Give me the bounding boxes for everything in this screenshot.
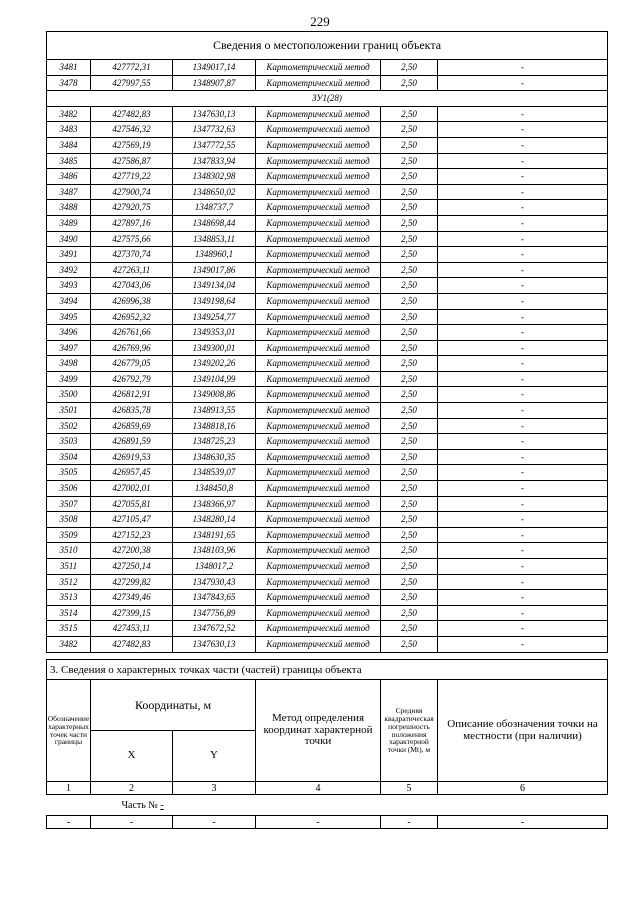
cell-n: 3487 — [47, 184, 91, 200]
cell-method: Картометрический метод — [256, 481, 381, 497]
table-row — [47, 387, 608, 403]
cell-y: 1348913,55 — [173, 403, 256, 419]
cell-desc: - — [438, 325, 608, 341]
table-row — [47, 496, 608, 512]
cell-x: 427586,87 — [91, 153, 173, 169]
cell-method: Картометрический метод — [256, 590, 381, 606]
cell-y: 1349254,77 — [173, 309, 256, 325]
cell-y: 1349134,04 — [173, 278, 256, 294]
cell-desc: - — [438, 605, 608, 621]
cell-method: Картометрический метод — [256, 247, 381, 263]
cell-method: Картометрический метод — [256, 215, 381, 231]
table-row — [47, 543, 608, 559]
cell-desc: - — [438, 481, 608, 497]
cell-desc: - — [438, 340, 608, 356]
cell-n: 3484 — [47, 137, 91, 153]
page-number: 229 — [310, 14, 330, 29]
col-num-5: 5 — [381, 782, 438, 795]
cell-acc: 2,50 — [381, 434, 438, 450]
col-coordinates: Координаты, м — [91, 680, 256, 731]
empty-cell: - — [91, 816, 173, 829]
cell-n: 3493 — [47, 278, 91, 294]
cell-y: 1347630,13 — [173, 636, 256, 652]
cell-acc: 2,50 — [381, 106, 438, 122]
cell-y: 1348960,1 — [173, 247, 256, 263]
cell-n: 3488 — [47, 200, 91, 216]
cell-n: 3510 — [47, 543, 91, 559]
table-row — [47, 418, 608, 434]
cell-n: 3497 — [47, 340, 91, 356]
boundary-table — [46, 31, 608, 653]
cell-y: 1349017,86 — [173, 262, 256, 278]
cell-y: 1349017,14 — [173, 60, 256, 76]
cell-acc: 2,50 — [381, 184, 438, 200]
cell-y: 1347756,89 — [173, 605, 256, 621]
cell-desc: - — [438, 184, 608, 200]
table-row — [47, 137, 608, 153]
cell-desc: - — [438, 262, 608, 278]
cell-y: 1349104,99 — [173, 371, 256, 387]
cell-method: Картометрический метод — [256, 574, 381, 590]
cell-method: Картометрический метод — [256, 434, 381, 450]
cell-n: 3512 — [47, 574, 91, 590]
table-row — [47, 434, 608, 450]
cell-n: 3503 — [47, 434, 91, 450]
cell-desc: - — [438, 215, 608, 231]
cell-n: 3513 — [47, 590, 91, 606]
cell-y: 1349008,86 — [173, 387, 256, 403]
cell-y: 1349353,01 — [173, 325, 256, 341]
cell-x: 427250,14 — [91, 559, 173, 575]
cell-n: 3486 — [47, 169, 91, 185]
cell-acc: 2,50 — [381, 247, 438, 263]
cell-desc: - — [438, 169, 608, 185]
cell-y: 1348017,2 — [173, 559, 256, 575]
cell-acc: 2,50 — [381, 574, 438, 590]
cell-x: 427920,75 — [91, 200, 173, 216]
cell-x: 427349,46 — [91, 590, 173, 606]
cell-y: 1348191,65 — [173, 527, 256, 543]
table-row — [47, 371, 608, 387]
cell-x: 426957,45 — [91, 465, 173, 481]
table-row — [47, 527, 608, 543]
cell-acc: 2,50 — [381, 122, 438, 138]
cell-y: 1349202,26 — [173, 356, 256, 372]
cell-desc: - — [438, 574, 608, 590]
cell-acc: 2,50 — [381, 418, 438, 434]
cell-acc: 2,50 — [381, 496, 438, 512]
col-accuracy: Средняя квадратическая погрешность положения характерной точки (Mt), м — [381, 680, 438, 782]
cell-desc: - — [438, 590, 608, 606]
table-row — [47, 293, 608, 309]
cell-n: 3494 — [47, 293, 91, 309]
cell-desc: - — [438, 621, 608, 637]
table-row — [47, 184, 608, 200]
cell-y: 1348366,97 — [173, 496, 256, 512]
cell-n: 3492 — [47, 262, 91, 278]
cell-acc: 2,50 — [381, 559, 438, 575]
table-row — [47, 106, 608, 122]
cell-method: Картометрический метод — [256, 449, 381, 465]
cell-desc: - — [438, 122, 608, 138]
cell-x: 427399,15 — [91, 605, 173, 621]
cell-n: 3509 — [47, 527, 91, 543]
cell-acc: 2,50 — [381, 449, 438, 465]
cell-desc: - — [438, 465, 608, 481]
cell-acc: 2,50 — [381, 636, 438, 652]
cell-acc: 2,50 — [381, 605, 438, 621]
cell-acc: 2,50 — [381, 169, 438, 185]
cell-desc: - — [438, 434, 608, 450]
cell-desc: - — [438, 247, 608, 263]
table-row — [47, 278, 608, 294]
table-row — [47, 200, 608, 216]
cell-method: Картометрический метод — [256, 621, 381, 637]
cell-x: 426859,69 — [91, 418, 173, 434]
cell-desc: - — [438, 387, 608, 403]
cell-x: 427043,06 — [91, 278, 173, 294]
cell-y: 1347630,13 — [173, 106, 256, 122]
cell-acc: 2,50 — [381, 200, 438, 216]
cell-x: 426812,91 — [91, 387, 173, 403]
cell-acc: 2,50 — [381, 278, 438, 294]
cell-acc: 2,50 — [381, 527, 438, 543]
cell-desc: - — [438, 403, 608, 419]
col-y: Y — [173, 731, 256, 782]
cell-method: Картометрический метод — [256, 465, 381, 481]
cell-n: 3500 — [47, 387, 91, 403]
table-row — [47, 247, 608, 263]
cell-acc: 2,50 — [381, 387, 438, 403]
cell-x: 426761,66 — [91, 325, 173, 341]
table-row — [47, 403, 608, 419]
cell-n: 3499 — [47, 371, 91, 387]
cell-acc: 2,50 — [381, 153, 438, 169]
cell-desc: - — [438, 418, 608, 434]
cell-acc: 2,50 — [381, 340, 438, 356]
cell-y: 1347930,43 — [173, 574, 256, 590]
empty-cell: - — [381, 816, 438, 829]
cell-acc: 2,50 — [381, 403, 438, 419]
cell-n: 3515 — [47, 621, 91, 637]
col-num-1: 1 — [47, 782, 91, 795]
cell-method: Картометрический метод — [256, 60, 381, 76]
cell-method: Картометрический метод — [256, 325, 381, 341]
cell-method: Картометрический метод — [256, 387, 381, 403]
cell-n: 3489 — [47, 215, 91, 231]
cell-y: 1348907,87 — [173, 75, 256, 91]
table-row — [47, 309, 608, 325]
table-row — [47, 605, 608, 621]
cell-y: 1347843,65 — [173, 590, 256, 606]
cell-desc: - — [438, 60, 608, 76]
cell-desc: - — [438, 153, 608, 169]
cell-y: 1347833,94 — [173, 153, 256, 169]
cell-y: 1349198,64 — [173, 293, 256, 309]
cell-x: 426952,32 — [91, 309, 173, 325]
cell-desc: - — [438, 449, 608, 465]
cell-x: 427152,23 — [91, 527, 173, 543]
cell-acc: 2,50 — [381, 512, 438, 528]
cell-method: Картометрический метод — [256, 169, 381, 185]
part-value: - — [160, 799, 164, 811]
cell-y: 1348450,8 — [173, 481, 256, 497]
table-row — [47, 262, 608, 278]
table-row — [47, 122, 608, 138]
col-method: Метод определения координат характерной точки — [256, 680, 381, 782]
cell-x: 427105,47 — [91, 512, 173, 528]
table-row — [47, 153, 608, 169]
table-row — [47, 590, 608, 606]
cell-desc: - — [438, 106, 608, 122]
cell-acc: 2,50 — [381, 60, 438, 76]
cell-method: Картометрический метод — [256, 543, 381, 559]
cell-desc: - — [438, 278, 608, 294]
part-label-row — [47, 795, 608, 816]
cell-method: Картометрический метод — [256, 278, 381, 294]
cell-x: 427897,16 — [91, 215, 173, 231]
cell-y: 1348302,98 — [173, 169, 256, 185]
cell-n: 3482 — [47, 106, 91, 122]
cell-n: 3498 — [47, 356, 91, 372]
cell-y: 1348539,07 — [173, 465, 256, 481]
table-row — [47, 60, 608, 76]
cell-method: Картометрический метод — [256, 200, 381, 216]
cell-acc: 2,50 — [381, 215, 438, 231]
cell-method: Картометрический метод — [256, 605, 381, 621]
empty-cell: - — [256, 816, 381, 829]
table-row — [47, 340, 608, 356]
table-row — [47, 621, 608, 637]
cell-n: 3496 — [47, 325, 91, 341]
cell-desc: - — [438, 200, 608, 216]
cell-x: 427370,74 — [91, 247, 173, 263]
cell-acc: 2,50 — [381, 356, 438, 372]
table-row — [47, 449, 608, 465]
cell-x: 426835,78 — [91, 403, 173, 419]
cell-method: Картометрический метод — [256, 371, 381, 387]
cell-x: 427263,11 — [91, 262, 173, 278]
cell-x: 427482,83 — [91, 636, 173, 652]
cell-y: 1348853,11 — [173, 231, 256, 247]
col-x: X — [91, 731, 173, 782]
cell-x: 427299,82 — [91, 574, 173, 590]
empty-cell: - — [438, 816, 608, 829]
cell-desc: - — [438, 543, 608, 559]
empty-cell: - — [173, 816, 256, 829]
table-row — [47, 574, 608, 590]
cell-x: 427575,66 — [91, 231, 173, 247]
cell-method: Картометрический метод — [256, 636, 381, 652]
cell-desc: - — [438, 559, 608, 575]
cell-desc: - — [438, 371, 608, 387]
table-row — [47, 325, 608, 341]
cell-method: Картометрический метод — [256, 356, 381, 372]
cell-n: 3511 — [47, 559, 91, 575]
cell-y: 1348103,96 — [173, 543, 256, 559]
cell-x: 427002,01 — [91, 481, 173, 497]
cell-acc: 2,50 — [381, 75, 438, 91]
part-label: Часть № — [121, 799, 158, 811]
cell-acc: 2,50 — [381, 543, 438, 559]
cell-y: 1348725,23 — [173, 434, 256, 450]
cell-n: 3483 — [47, 122, 91, 138]
cell-x: 426919,53 — [91, 449, 173, 465]
cell-x: 427719,22 — [91, 169, 173, 185]
table-row — [47, 356, 608, 372]
col-num-2: 2 — [91, 782, 173, 795]
cell-x: 426779,05 — [91, 356, 173, 372]
cell-method: Картометрический метод — [256, 340, 381, 356]
cell-desc: - — [438, 527, 608, 543]
table-row — [47, 75, 608, 91]
cell-acc: 2,50 — [381, 262, 438, 278]
cell-y: 1348818,16 — [173, 418, 256, 434]
cell-n: 3478 — [47, 75, 91, 91]
table-row — [47, 169, 608, 185]
table-row — [47, 559, 608, 575]
cell-n: 3482 — [47, 636, 91, 652]
cell-method: Картометрический метод — [256, 293, 381, 309]
cell-n: 3490 — [47, 231, 91, 247]
subheading: ЗУ1(28) — [47, 91, 608, 107]
section3-title: 3. Сведения о характерных точках части (частей) границы объекта — [47, 660, 608, 680]
cell-method: Картометрический метод — [256, 512, 381, 528]
table-title: Сведения о местоположении границ объекта — [47, 32, 608, 60]
cell-x: 427546,32 — [91, 122, 173, 138]
table-row — [47, 512, 608, 528]
col-point-designation: Обозначение характерных точек части границы — [47, 680, 91, 782]
cell-x: 427055,81 — [91, 496, 173, 512]
cell-method: Картометрический метод — [256, 75, 381, 91]
cell-y: 1348650,02 — [173, 184, 256, 200]
cell-method: Картометрический метод — [256, 262, 381, 278]
cell-acc: 2,50 — [381, 465, 438, 481]
cell-n: 3495 — [47, 309, 91, 325]
cell-acc: 2,50 — [381, 621, 438, 637]
cell-x: 427200,38 — [91, 543, 173, 559]
cell-method: Картометрический метод — [256, 559, 381, 575]
cell-n: 3505 — [47, 465, 91, 481]
cell-method: Картометрический метод — [256, 403, 381, 419]
cell-acc: 2,50 — [381, 293, 438, 309]
cell-acc: 2,50 — [381, 481, 438, 497]
cell-y: 1347772,55 — [173, 137, 256, 153]
cell-x: 426891,59 — [91, 434, 173, 450]
cell-n: 3504 — [47, 449, 91, 465]
cell-method: Картометрический метод — [256, 153, 381, 169]
cell-desc: - — [438, 75, 608, 91]
cell-acc: 2,50 — [381, 231, 438, 247]
table-row — [47, 481, 608, 497]
cell-method: Картометрический метод — [256, 122, 381, 138]
table-row — [47, 636, 608, 652]
cell-x: 426996,38 — [91, 293, 173, 309]
cell-acc: 2,50 — [381, 371, 438, 387]
cell-y: 1348630,35 — [173, 449, 256, 465]
cell-x: 427569,19 — [91, 137, 173, 153]
col-num-6: 6 — [438, 782, 608, 795]
cell-acc: 2,50 — [381, 309, 438, 325]
table-row — [47, 231, 608, 247]
cell-x: 427482,83 — [91, 106, 173, 122]
cell-x: 427900,74 — [91, 184, 173, 200]
cell-n: 3481 — [47, 60, 91, 76]
cell-n: 3514 — [47, 605, 91, 621]
cell-acc: 2,50 — [381, 325, 438, 341]
col-num-3: 3 — [173, 782, 256, 795]
cell-acc: 2,50 — [381, 590, 438, 606]
cell-desc: - — [438, 356, 608, 372]
cell-n: 3485 — [47, 153, 91, 169]
cell-x: 426792,79 — [91, 371, 173, 387]
cell-x: 426769,96 — [91, 340, 173, 356]
cell-desc: - — [438, 293, 608, 309]
cell-method: Картометрический метод — [256, 309, 381, 325]
cell-method: Картометрический метод — [256, 496, 381, 512]
cell-method: Картометрический метод — [256, 184, 381, 200]
col-description: Описание обозначения точки на местности (при наличии) — [438, 680, 608, 782]
cell-method: Картометрический метод — [256, 418, 381, 434]
cell-desc: - — [438, 137, 608, 153]
cell-desc: - — [438, 309, 608, 325]
cell-desc: - — [438, 512, 608, 528]
parts-points-table — [46, 659, 608, 829]
empty-cell: - — [47, 816, 91, 829]
cell-y: 1348698,44 — [173, 215, 256, 231]
cell-desc: - — [438, 636, 608, 652]
cell-x: 427997,55 — [91, 75, 173, 91]
cell-x: 427453,11 — [91, 621, 173, 637]
cell-n: 3501 — [47, 403, 91, 419]
cell-method: Картометрический метод — [256, 106, 381, 122]
cell-y: 1349300,01 — [173, 340, 256, 356]
cell-n: 3508 — [47, 512, 91, 528]
cell-method: Картометрический метод — [256, 137, 381, 153]
cell-y: 1348280,14 — [173, 512, 256, 528]
cell-y: 1347672,52 — [173, 621, 256, 637]
cell-method: Картометрический метод — [256, 231, 381, 247]
cell-n: 3507 — [47, 496, 91, 512]
cell-n: 3502 — [47, 418, 91, 434]
cell-acc: 2,50 — [381, 137, 438, 153]
table-row — [47, 215, 608, 231]
cell-n: 3491 — [47, 247, 91, 263]
cell-desc: - — [438, 496, 608, 512]
cell-n: 3506 — [47, 481, 91, 497]
cell-x: 427772,31 — [91, 60, 173, 76]
cell-method: Картометрический метод — [256, 527, 381, 543]
cell-desc: - — [438, 231, 608, 247]
table-row — [47, 465, 608, 481]
cell-y: 1348737,7 — [173, 200, 256, 216]
cell-y: 1347732,63 — [173, 122, 256, 138]
col-num-4: 4 — [256, 782, 381, 795]
